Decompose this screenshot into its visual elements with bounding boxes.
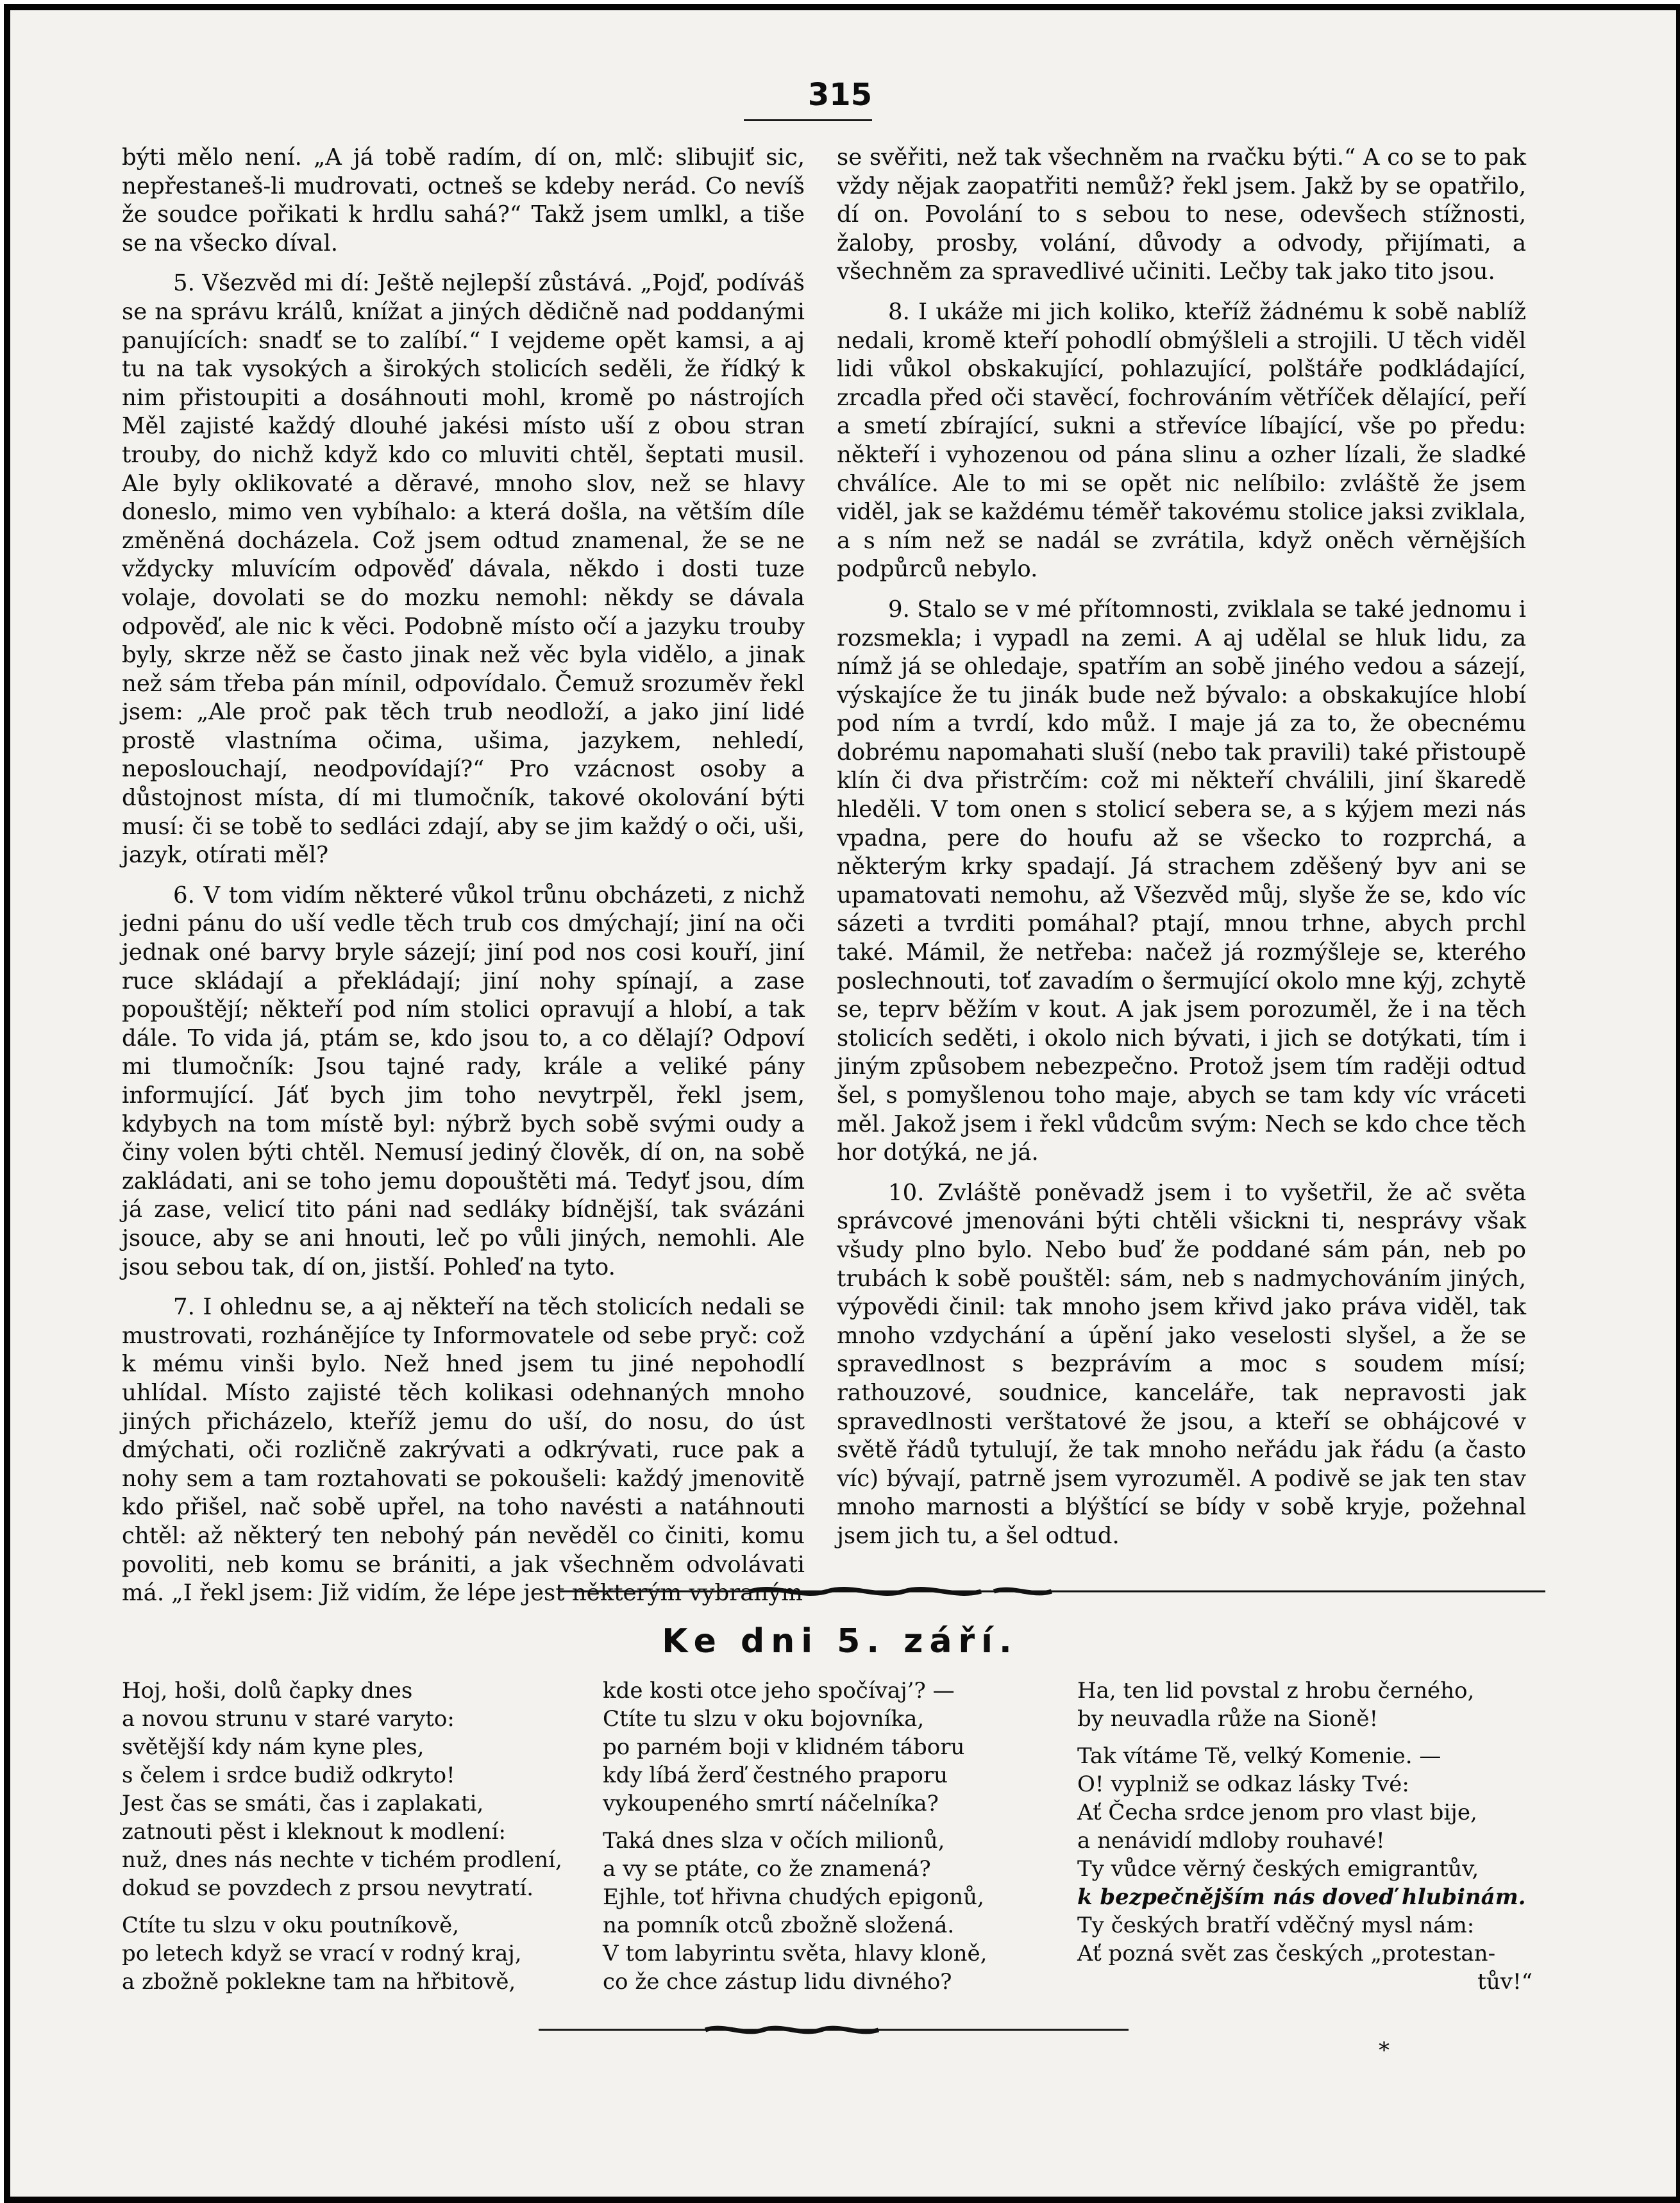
poem-line: dokud se povzdech z prsou nevytratí.: [122, 1875, 533, 1901]
poem-line: tův!“: [1477, 1969, 1533, 1995]
left-paragraph: býti mělo není. „A já tobě radím, dí on, mlč: slibujiť sic, nepřestaneš-li mudrovati, octneš se kdeby nerád. Co nevíš že soudce pořikati k hrdlu sahá?“ Takž jsem umlkl, a tiše se na všecko díval.: [122, 144, 805, 256]
poem-line: Ať pozná svět zas českých „protestan-: [1077, 1941, 1496, 1966]
poem-line: Ha, ten lid povstal z hrobu černého,: [1077, 1678, 1475, 1704]
poem-line: s čelem i srdce budiž odkryto!: [122, 1763, 455, 1788]
right-column: [837, 144, 1526, 1562]
poem-line: Ty vůdce věrný českých emigrantův,: [1077, 1856, 1479, 1882]
footnote-asterisk: *: [1379, 2038, 1390, 2063]
poem-line: V tom labyrintu světa, hlavy kloně,: [603, 1941, 987, 1966]
poem-line: Jest čas se smáti, čas i zaplakati,: [122, 1791, 484, 1816]
poem-line: Ty českých bratří vděčný mysl nám:: [1077, 1913, 1475, 1938]
right-paragraph: se svěřiti, než tak všechněm na rvačku býti.“ A co se to pak vždy nějak zaopatřiti nemůž? řekl jsem. Jakž by se opatřilo, dí on. Povolání to s sebou to nese, odevšech stížnosti, žaloby, prosby, volání, důvody a odvody, přijímati, a všechněm za spravedlivé učiniti. Lečby tak jako tito jsou.: [837, 144, 1526, 285]
poem-line: Tak vítáme Tě, velký Komenie. —: [1077, 1743, 1441, 1769]
page-number-rule: [744, 119, 872, 121]
stanza: [603, 1677, 1052, 1818]
left-paragraph: 5. Všezvěd mi dí: Ještě nejlepší zůstává. „Pojď, podíváš se na správu králů, knížat a jiných dědičně nad poddanými panujících: snadť se to zalíbí.“ I vejdeme opět kamsi, a aj tu na tak vysokých a širokých stolicích seděli, že řídký k nim přistoupiti a dosáhnouti mohl, kromě po nástrojích Měl zajisté každý dlouhé jakési místo uší z obou stran trouby, do nichž když kdo co mluviti chtěl, šeptati musil. Ale byly oklikovaté a děravé, mnoho slov, než se hlavy doneslo, mimo ven vybíhalo: a která došla, na větším díle změněná docházela. Což jsem odtud znamenal, že se ne vždycky mluvícím odpověď dávala, někdo i dosti tuze volaje, dovolati se do mozku nemohl: někdy se dávala odpověď, ale nic k věci. Podobně místo očí a jazyku trouby byly, skrze něž se často jinak než věc byla vidělo, a jinak než sám třeba pán mínil, odpovídalo. Čemuž srozuměv řekl jsem: „Ale proč pak těch trub neodloží, a jako jiní lidé prostě vlastníma očima, ušima, jazykem, nehledí, neposlouchají, neodpovídají?“ Pro vzácnost osoby a důstojnost místa, dí mi tlumočník, takové okolování býti musí: či se tobě to sedláci zdají, aby se jim každý o oči, uši, jazyk, otírati měl?: [122, 270, 805, 869]
poem-line: a vy se ptáte, co že znamená?: [603, 1856, 931, 1882]
poem-line: a novou strunu v staré varyto:: [122, 1706, 455, 1732]
poem-title: Ke dni 5. září.: [662, 1622, 1018, 1661]
poem-line: O! vyplniž se odkaz lásky Tvé:: [1077, 1772, 1409, 1797]
poem-line: kde kosti otce jeho spočívaj’? —: [603, 1678, 955, 1704]
poem-line: po letech když se vrací v rodný kraj,: [122, 1941, 522, 1966]
poem-line: světější kdy nám kyne ples,: [122, 1734, 424, 1760]
poem-line: a nenávidí mdloby rouhavé!: [1077, 1828, 1385, 1854]
poem-line: Ať Čecha srdce jenom pro vlast bije,: [1077, 1800, 1477, 1825]
stanza: [1077, 1742, 1539, 1996]
ornament-divider-bottom: [539, 2022, 1129, 2038]
right-paragraph: 8. I ukáže mi jich koliko, kteříž žádnému k sobě nablíž nedali, kromě kteří pohodlí obmýšleli a strojili. U těch viděl lidi vůkol obskakující, pohlazující, polštáře podkládající, zrcadla před oči stavěcí, fochrováním větříček dělající, peří a smetí zbírající, sukni a střevíce líbající, vše po předu: někteří i vyhozenou od pána slinu a ozher lízali, že sladké chválíce. Ale to mi se opět nic nelíbilo: zvláště že jsem viděl, jak se každému téměř takovému stolice jaksi zviklala, a s ním než se nadál se zvrátila, když oněch věrnějších podpůrců nebylo.: [837, 298, 1526, 583]
poem-line: na pomník otců zbožně složená.: [603, 1913, 955, 1938]
ornament-divider-top: [558, 1584, 1545, 1599]
poem-line: k bezpečnějším nás doveď hlubinám.: [1077, 1884, 1526, 1910]
poem-line: vykoupeného smrtí náčelníka?: [603, 1791, 939, 1816]
page-number: 315: [807, 77, 873, 113]
right-paragraph: 9. Stalo se v mé přítomnosti, zviklala se také jednomu i rozsmekla; i vypadl na zemi. A aj udělal se hluk lidu, za nímž já se ohledaje, spatřím an sobě jiného vedou a sázejí, výskajíce že tu jinák bude než bývalo: a obskakujíce hlobí pod ním a tvrdí, kdo můž. I maje já za to, že obecnému dobrému napomahati sluší (nebo tak pravili) také přistoupě klín či dva přistrčím: což mi někteří chválili, jiní škaredě hleděli. V tom onen s stolicí sebera se, a s kýjem mezi nás vpadna, pere do houfu až se všecko to rozprchá, a některým krky spadají. Já strachem zděšený byv ani se upamatovati nemohu, až Všezvěd můj, slyše že se, kdo víc sázeti a tvrditi pomáhal? ptají, mnou trhne, abych prchl také. Mámil, že netřeba: načež já rozmýšleje se, kterého poslechnouti, toť zavadím o šermující okolo mne kýj, zchytě se, teprv běžím v kout. A jak jsem porozuměl, že i na těch stolicích seděti, i okolo nich bývati, i jich se dotýkati, tím i jiným způsobem nebezpečno. Protož jsem tím raději odtud šel, s pomyšlenou toho maje, abych se tam kdy víc vráceti měl. Jakož jsem i řekl vůdcům svým: Nech se kdo chce těch hor dotýká, ne já.: [837, 596, 1526, 1166]
left-paragraph: 6. V tom vidím některé vůkol trůnu obcházeti, z nichž jedni pánu do uší vedle těch trub cos dmýchají; jiní na oči jednak oné barvy bryle sázejí; jiní pod nos cosi kouří, jiní ruce skládají a překládají; jiní nohy spínají, a zase popouštějí; někteří pod ním stolici opravují a hlobí, a tak dále. To vida já, ptám se, kdo jsou to, a co dělají? Odpoví mi tlumočník: Jsou tajné rady, krále a veliké pány informující. Jáť bych jim toho nevytrpěl, řekl jsem, kdybych na tom místě byl: nýbrž bych sobě svými oudy a činy volen býti chtěl. Nemusí jediný člověk, dí on, na sobě zakládati, ani se toho jemu dopouštěti má. Tedyť jsou, dím já zase, velicí tito páni nad sedláky bídnější, tak svázáni jsouce, aby se ani hnouti, leč po vůli jiných, nemohli. Ale jsou sebou tak, dí on, jistší. Pohleď na tyto.: [122, 882, 805, 1280]
poem-line: zatnouti pěst i kleknout k modlení:: [122, 1819, 506, 1845]
poem-line: co že chce zástup lidu divného?: [603, 1969, 952, 1995]
left-column: [122, 144, 805, 1620]
stanza: [122, 1677, 571, 1902]
left-paragraph: 7. I ohlednu se, a aj někteří na těch stolicích nedali se mustrovati, rozhánějíce ty Informovatele od sebe pryč: což k mému vinši bylo. Než hned jsem tu jiné nepohodlí uhlídal. Místo zajisté těch kolikasi odehnaných mnoho jiných přicházelo, kteříž jemu do uší, do nosu, do úst dmýchati, oči rozličně zakrývati a odkrývati, ruce pak a nohy sem a tam roztahovati se pokoušeli: každý jmenovitě kdo přišel, nač sobě upřel, na toho navésti a natáhnouti chtěl: až některý ten nebohý pán nevěděl co činiti, komu povoliti, neb komu se brániti, a jak všechněm odvolávati má. „I řekl jsem: Již vidím, že lépe jest některým vybraným: [122, 1294, 805, 1607]
right-paragraph: 10. Zvláště poněvadž jsem i to vyšetřil, že ač světa správcové jmenováni býti chtěli všickni ti, nesprávy však všudy plno bylo. Nebo buď že poddané sám pán, neb po trubách k sobě pouštěl: sám, neb s nadmychováním jiných, výpovědi činil: tak mnoho jsem křivd jako práva viděl, tak mnoho vzdychání a úpění jako veselosti slyšel, a že se spravedlnost s bezprávím a moc s soudem mísí; rathouzové, soudnice, kanceláře, tak nepravosti jak spravedlnosti verštatové že jsou, a kteří se obhájcové v světě řádů tytulují, že tak mnoho neřádu jak řádu (a často víc) bývají, patrně jsem vyrozuměl. A podivě se jak ten stav mnoho marnosti a blýštící se bídy v sobě kryje, požehnal jsem jich tu, a šel odtud.: [837, 1179, 1526, 1549]
poem-line: Taká dnes slza v očích milionů,: [603, 1828, 945, 1854]
poem-line: nuž, dnes nás nechte v tichém prodlení,: [122, 1847, 562, 1873]
poem-line: Ejhle, toť hřivna chudých epigonů,: [603, 1884, 984, 1910]
poem-column-3: [1077, 1677, 1539, 2005]
poem-column-2: [603, 1677, 1052, 2005]
poem-line: kdy líbá žerď čestného praporu: [603, 1763, 948, 1788]
stanza: [122, 1911, 571, 1996]
stanza: [603, 1827, 1052, 1996]
poem-line: a zbožně poklekne tam na hřbitově,: [122, 1969, 516, 1995]
poem-line: by neuvadla růže na Sioně!: [1077, 1706, 1379, 1732]
poem-column-1: [122, 1677, 571, 2005]
poem-line: Ctíte tu slzu v oku poutníkově,: [122, 1913, 460, 1938]
stanza: [1077, 1677, 1539, 1733]
poem-line: Ctíte tu slzu v oku bojovníka,: [603, 1706, 925, 1732]
poem-line: Hoj, hoši, dolů čapky dnes: [122, 1678, 413, 1704]
poem-line: po parném boji v klidném táboru: [603, 1734, 965, 1760]
